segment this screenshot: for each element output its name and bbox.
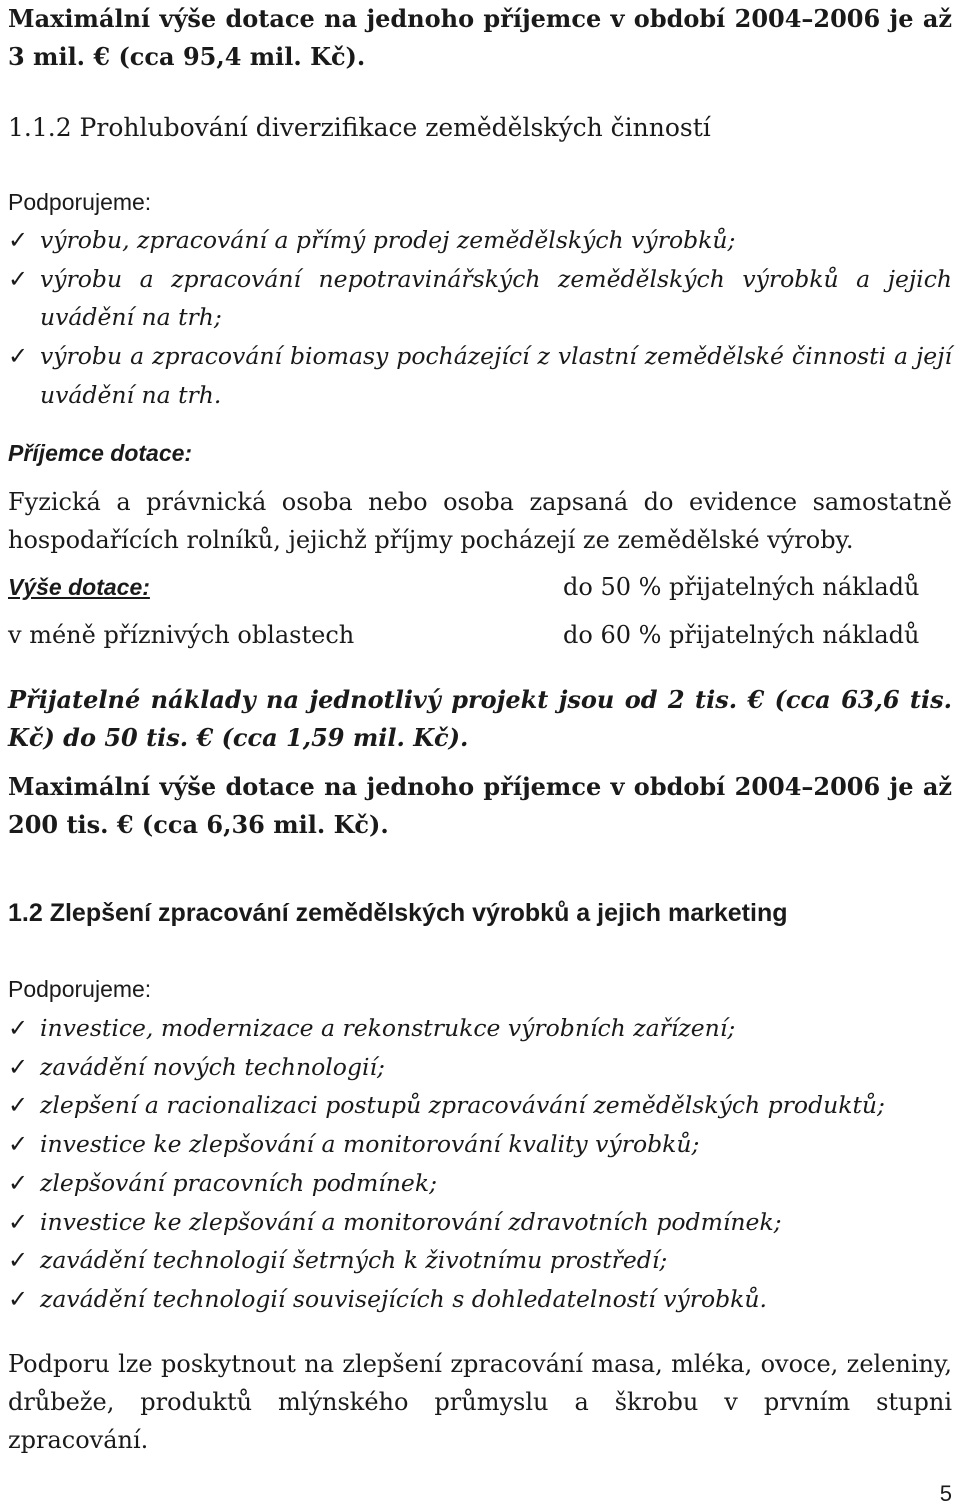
section-heading-1-1-2: 1.1.2 Prohlubování diverzifikace zemědělských činností — [8, 113, 711, 142]
page-number: 5 — [939, 1481, 952, 1506]
support-label: Podporujeme: — [8, 189, 152, 215]
check-icon: ✓ — [8, 1014, 29, 1042]
check-icon: ✓ — [8, 1130, 29, 1159]
list-item: ✓ investice ke zlepšování a monitorování zdravotních podmínek; — [8, 1203, 952, 1242]
top-max-text: Maximální výše dotace na jednoho příjemce v období 2004–2006 je až 3 mil. € (cca 95,4 mil. Kč). — [8, 4, 952, 71]
amount-row — [8, 568, 952, 606]
amount-value: do 50 % přijatelných nákladů — [563, 573, 920, 601]
list-item: ✓ zlepšení a racionalizaci postupů zpracovávání zemědělských produktů; — [8, 1086, 952, 1125]
check-icon: ✓ — [8, 1168, 29, 1197]
check-icon: ✓ — [8, 1052, 29, 1081]
check-icon: ✓ — [8, 1207, 29, 1236]
check-icon: ✓ — [8, 1091, 29, 1120]
check-icon: ✓ — [8, 264, 29, 293]
list-item: ✓ zavádění technologií šetrných k životnímu prostředí; — [8, 1241, 952, 1280]
list-item: ✓ zavádění nových technologií; — [8, 1048, 952, 1087]
support-list-1-2 — [8, 1009, 952, 1319]
list-item: ✓ zavádění technologií souvisejících s dohledatelností výrobků. — [8, 1280, 952, 1319]
max-dotace-text: Maximální výše dotace na jednoho příjemce v období 2004–2006 je až 200 tis. € (cca 6,36 mil. Kč). — [8, 772, 952, 839]
list-item: ✓ investice, modernizace a rekonstrukce výrobních zařízení; — [8, 1009, 952, 1048]
check-icon: ✓ — [8, 342, 29, 371]
less-favoured-row — [8, 616, 952, 654]
list-item: ✓ zlepšování pracovních podmínek; — [8, 1164, 952, 1203]
eligible-costs: Přijatelné náklady na jednotlivý projekt jsou od 2 tis. € (cca 63,6 tis. Kč) do 50 tis. € (cca 1,59 mil. Kč). — [8, 685, 952, 752]
less-favoured-label: v méně příznivých oblastech — [8, 621, 355, 649]
recipient-text: Fyzická a právnická osoba nebo osoba zapsaná do evidence samostatně hospodařících rolníků, jejichž příjmy pocházejí ze zemědělské výroby. — [8, 488, 952, 554]
closing-text: Podporu lze poskytnout na zlepšení zpracování masa, mléka, ovoce, zeleniny, drůbeže, produktů mlýnského průmyslu a škrobu v prvním stupni zpracování. — [8, 1350, 952, 1454]
list-item: ✓ výrobu a zpracování nepotravinářských zemědělských výrobků a jejich uvádění na trh; — [8, 260, 952, 337]
support-label-1-2: Podporujeme: — [8, 976, 152, 1002]
less-favoured-value: do 60 % přijatelných nákladů — [563, 621, 920, 649]
section-heading-1-2: 1.2 Zlepšení zpracování zemědělských výrobků a jejich marketing — [8, 899, 788, 927]
list-item: ✓ výrobu a zpracování biomasy pocházející z vlastní zemědělské činnosti a její uvádění na trh. — [8, 337, 952, 414]
list-item: ✓ investice ke zlepšování a monitorování kvality výrobků; — [8, 1125, 952, 1164]
check-icon: ✓ — [8, 226, 29, 254]
recipient-label: Příjemce dotace: — [8, 440, 193, 466]
list-item: ✓ výrobu, zpracování a přímý prodej zemědělských výrobků; — [8, 221, 952, 260]
check-icon: ✓ — [8, 1284, 29, 1313]
amount-label: Výše dotace: — [8, 574, 150, 600]
check-icon: ✓ — [8, 1246, 29, 1275]
support-list-1-1-2 — [8, 221, 952, 415]
